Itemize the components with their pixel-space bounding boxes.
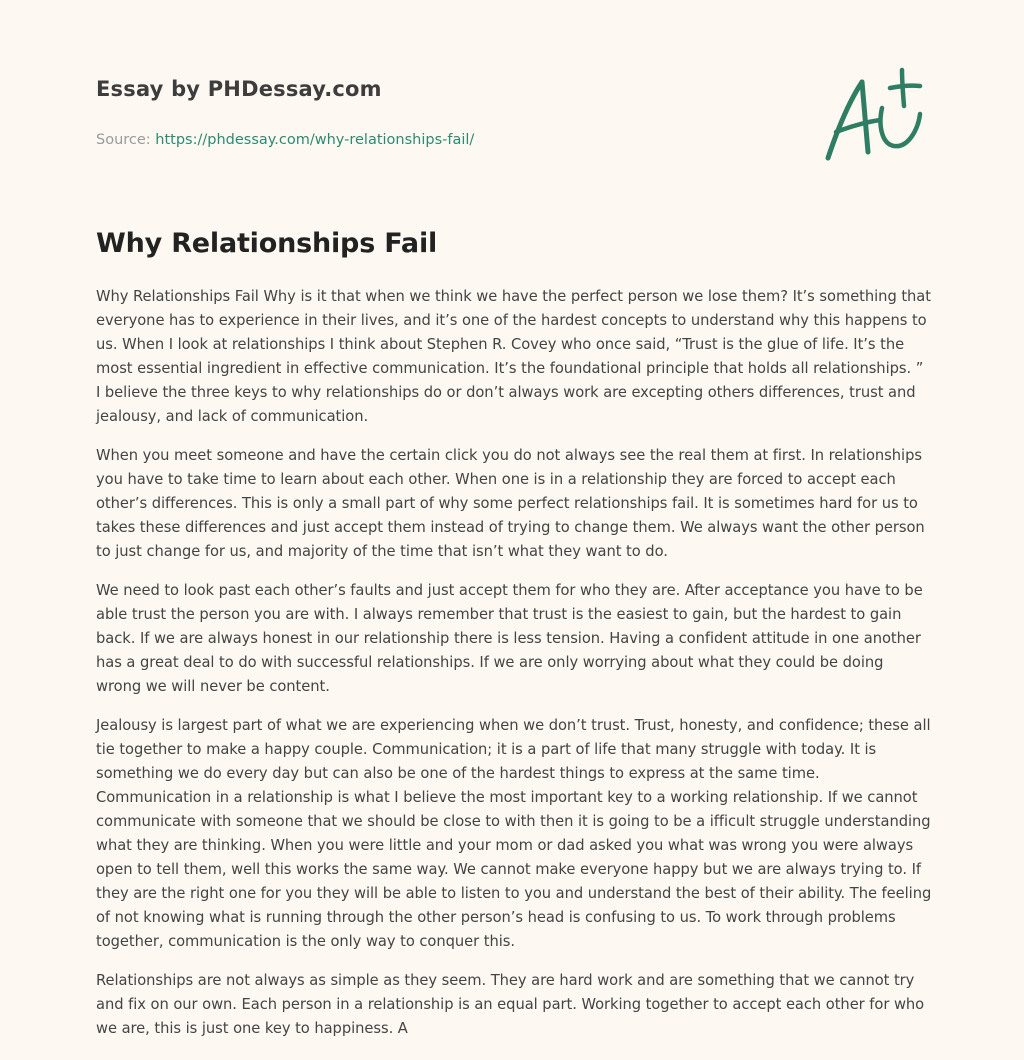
brand-title: Essay by PHDessay.com (96, 77, 382, 101)
essay-title: Why Relationships Fail (96, 228, 438, 259)
source-label: Source: (96, 132, 156, 148)
essay-paragraph: Why Relationships Fail Why is it that when we think we have the perfect person we lose them? It’s something that everyone has to experience in their lives, and it’s one of the hardest concepts to understand why this happens to us. When I look at relationships I think about Stephen R. Covey who once said, “Trust is the glue of life. It’s the most essential ingredient in effective communication. It’s the foundational principle that holds all relationships. ” I believe the three keys to why relationships do or don’t always work are excepting others differences, trust and jealousy, and lack of communication. (96, 288, 931, 425)
essay-paragraph: Jealousy is largest part of what we are experiencing when we don’t trust. Trust, honesty, and confidence; these all tie together to make a happy couple. Communication; it is a part of life that many struggle with today. It is something we do every day but can also be one of the hardest things to express at the same time. Communication in a relationship is what I believe the most important key to a working relationship. If we cannot communicate with someone that we should be close to with then it is going to be a ifficult struggle understanding what they are thinking. When you were little and your mom or dad asked you what was wrong you were always open to tell them, well this works the same way. We cannot make everyone happy but we are always trying to. If they are the right one for you they will be able to listen to you and understand the best of their ability. The feeling of not knowing what is running through the other person’s head is confusing to us. To work through problems together, communication is the only way to conquer this. (96, 717, 932, 950)
page-header (96, 74, 796, 150)
essay-paragraph: When you meet someone and have the certain click you do not always see the real them at first. In relationships you have to take time to learn about each other. When one is in a relationship they are forced to accept each other’s differences. This is only a small part of why some perfect relationships fail. It is sometimes hard for us to takes these differences and just accept them instead of trying to change them. We always want the other person to just change for us, and majority of the time that isn’t what they want to do. (96, 447, 925, 560)
essay-paragraph: Relationships are not always as simple as they seem. They are hard work and are something that we cannot try and fix on our own. Each person in a relationship is an equal part. Working together to accept each other for who we are, this is just one key to happiness. A (96, 972, 925, 1037)
source-link[interactable]: https://phdessay.com/why-relationships-fail/ (155, 132, 475, 148)
essay-paragraph: We need to look past each other’s faults and just accept them for who they are. After acceptance you have to be able trust the person you are with. I always remember that trust is the easiest to gain, but the hardest to gain back. If we are always honest in our relationship there is less tension. Having a confident attitude in one another has a great deal to do with successful relationships. If we are only worrying about what they could be doing wrong we will never be content. (96, 582, 923, 695)
source-line (96, 130, 796, 150)
essay-body (96, 285, 932, 1056)
a-plus-grade-logo-icon (818, 66, 930, 166)
